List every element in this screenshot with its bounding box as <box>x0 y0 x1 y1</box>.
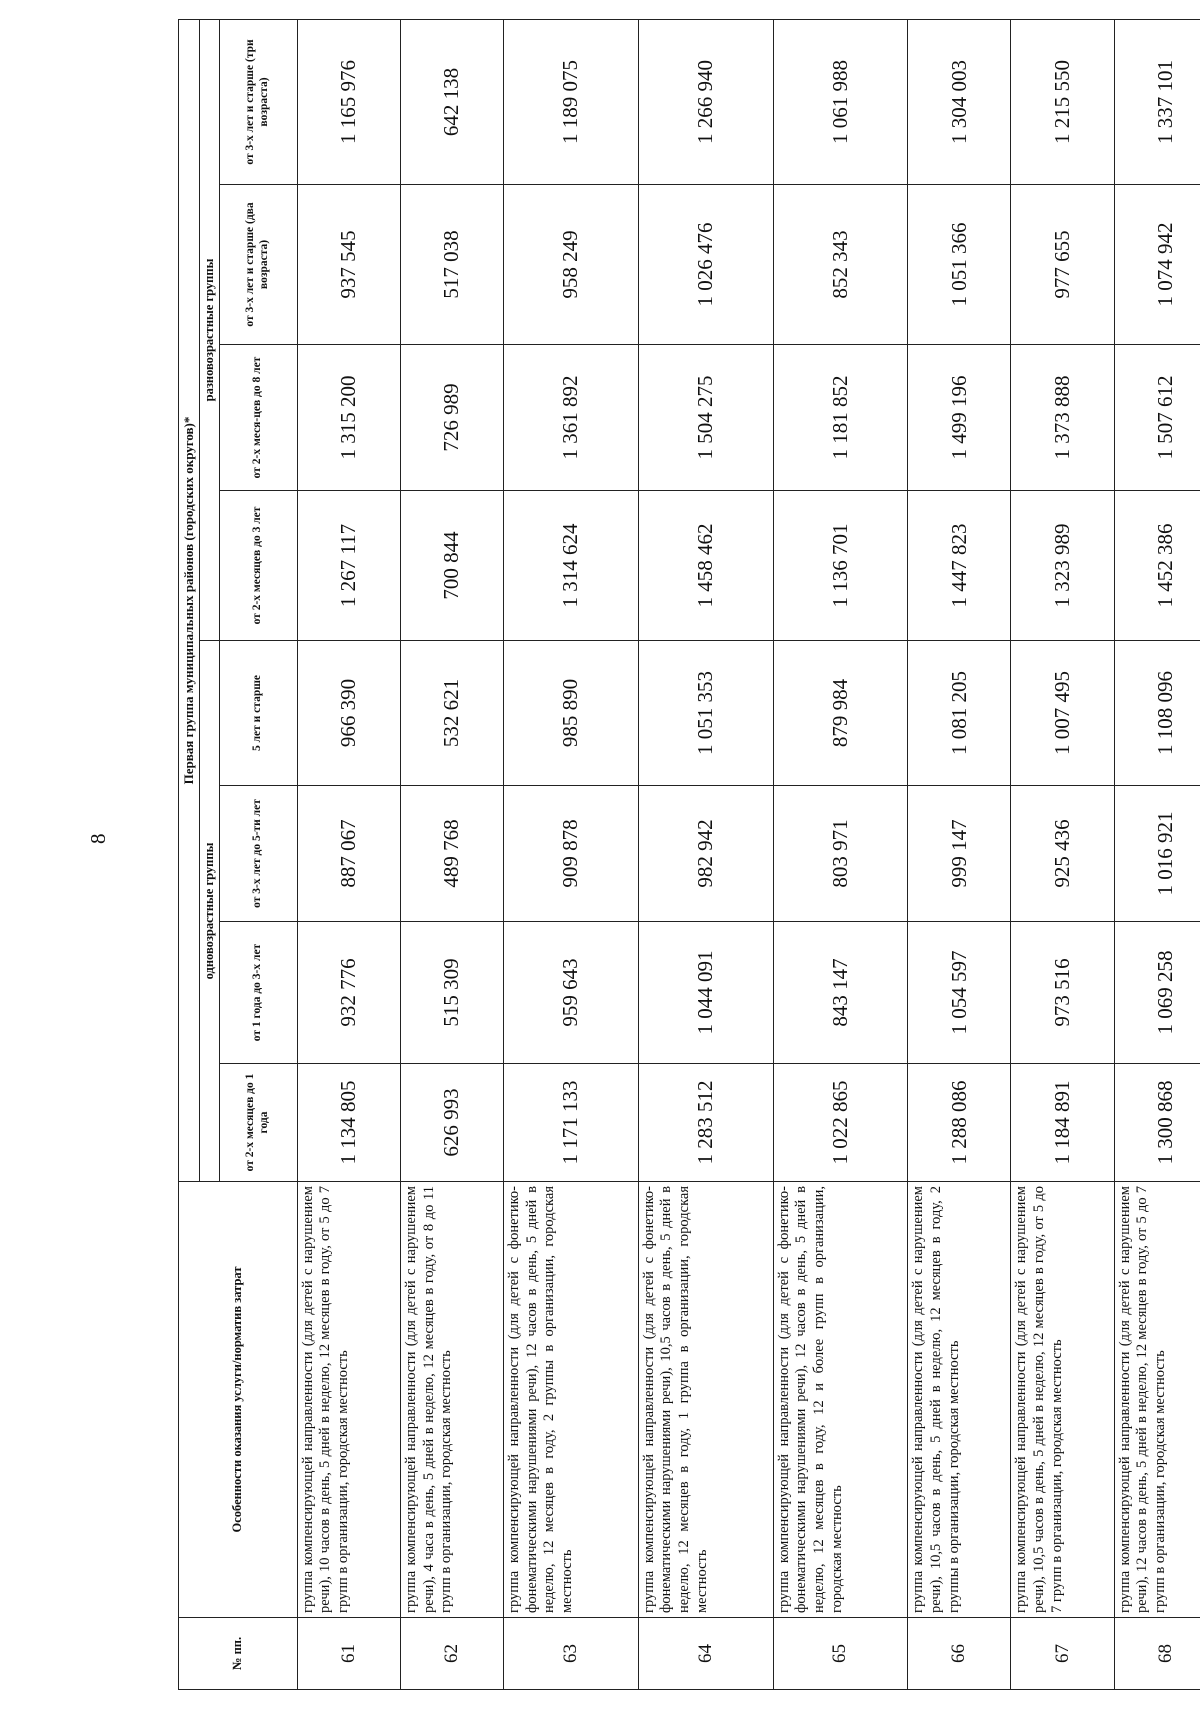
cost-value-cell: 1 051 353 <box>638 641 773 786</box>
table-row <box>504 20 639 1690</box>
cost-value-cell: 1 499 196 <box>908 345 1011 491</box>
table-row <box>908 20 1011 1690</box>
cost-norms-table <box>178 19 1200 1690</box>
cost-value-cell: 1 051 366 <box>908 185 1011 345</box>
header-col-4: 5 лет и старше <box>219 641 297 786</box>
cost-value-cell: 1 184 891 <box>1011 1064 1114 1182</box>
row-number: 67 <box>1011 1618 1114 1690</box>
cost-value-cell: 1 189 075 <box>504 20 639 185</box>
cost-value-cell: 958 249 <box>504 185 639 345</box>
cost-value-cell: 1 283 512 <box>638 1064 773 1182</box>
cost-value-cell: 1 507 612 <box>1114 345 1200 491</box>
header-col-1: от 2-х месяцев до 1 года <box>219 1064 297 1182</box>
header-col-3: от 3-х лет до 5-ти лет <box>219 786 297 922</box>
cost-value-cell: 982 942 <box>638 786 773 922</box>
header-col-2: от 1 года до 3-х лет <box>219 922 297 1064</box>
cost-value-cell: 1 016 921 <box>1114 786 1200 922</box>
table-row <box>638 20 773 1690</box>
cost-value-cell: 1 061 988 <box>773 20 908 185</box>
cost-value-cell: 843 147 <box>773 922 908 1064</box>
header-group: Первая группа муниципальных районов (городских округов)* <box>179 20 200 1182</box>
cost-value-cell: 1 136 701 <box>773 491 908 641</box>
cost-value-cell: 937 545 <box>297 185 400 345</box>
row-number: 66 <box>908 1618 1011 1690</box>
cost-value-cell: 642 138 <box>400 20 503 185</box>
row-number: 62 <box>400 1618 503 1690</box>
cost-value-cell: 726 989 <box>400 345 503 491</box>
cost-value-cell: 985 890 <box>504 641 639 786</box>
cost-value-cell: 489 768 <box>400 786 503 922</box>
cost-value-cell: 887 067 <box>297 786 400 922</box>
cost-value-cell: 1 300 868 <box>1114 1064 1200 1182</box>
cost-value-cell: 925 436 <box>1011 786 1114 922</box>
table-row <box>297 20 400 1690</box>
cost-value-cell: 1 181 852 <box>773 345 908 491</box>
cost-value-cell: 1 007 495 <box>1011 641 1114 786</box>
cost-value-cell: 1 304 003 <box>908 20 1011 185</box>
row-number: 64 <box>638 1618 773 1690</box>
cost-value-cell: 1 108 096 <box>1114 641 1200 786</box>
row-description: группа компенсирующей направленности (для детей с нарушением речи), 10 часов в день, 5 дней в неделю, 12 месяцев в году, от 5 до 7 групп в организации, городская местность <box>297 1182 400 1618</box>
table-row <box>773 20 908 1690</box>
cost-value-cell: 1 447 823 <box>908 491 1011 641</box>
cost-value-cell: 1 361 892 <box>504 345 639 491</box>
header-col-6: от 2-х меся-цев до 8 лет <box>219 345 297 491</box>
row-description: группа компенсирующей направленности (для детей с фонетико-фонематическими нарушениями речи), 12 часов в день, 5 дней в неделю, 12 месяцев в году, 12 и более групп в организации, городская местность <box>773 1182 908 1618</box>
row-number: 63 <box>504 1618 639 1690</box>
cost-value-cell: 1 054 597 <box>908 922 1011 1064</box>
cost-value-cell: 1 315 200 <box>297 345 400 491</box>
cost-value-cell: 1 069 258 <box>1114 922 1200 1064</box>
cost-value-cell: 932 776 <box>297 922 400 1064</box>
row-description: группа компенсирующей направленности (для детей с фонетико-фонематическими нарушениями речи), 10,5 часов в день, 5 дней в неделю, 12 месяцев в году, 1 группа в организации, городская местность <box>638 1182 773 1618</box>
row-number: 61 <box>297 1618 400 1690</box>
header-desc: Особенности оказания услуги/норматив затрат <box>179 1182 298 1618</box>
cost-value-cell: 1 134 805 <box>297 1064 400 1182</box>
cost-value-cell: 1 314 624 <box>504 491 639 641</box>
row-number: 68 <box>1114 1618 1200 1690</box>
cost-value-cell: 852 343 <box>773 185 908 345</box>
header-mixed-age: разновозрастные группы <box>199 20 219 641</box>
row-number: 65 <box>773 1618 908 1690</box>
cost-value-cell: 909 878 <box>504 786 639 922</box>
cost-value-cell: 1 044 091 <box>638 922 773 1064</box>
table-row <box>1011 20 1114 1690</box>
header-same-age: одновозрастные группы <box>199 641 219 1182</box>
row-description: группа компенсирующей направленности (для детей с нарушением речи), 10,5 часов в день, 5 дней в неделю, 12 месяцев в году, от 5 до 7 групп в организации, городская местность <box>1011 1182 1114 1618</box>
cost-value-cell: 515 309 <box>400 922 503 1064</box>
cost-value-cell: 1 022 865 <box>773 1064 908 1182</box>
header-col-5: от 2-х месяцев до 3 лет <box>219 491 297 641</box>
cost-value-cell: 1 026 476 <box>638 185 773 345</box>
cost-value-cell: 966 390 <box>297 641 400 786</box>
cost-value-cell: 1 266 940 <box>638 20 773 185</box>
page-number: 8 <box>86 833 110 844</box>
cost-value-cell: 1 171 133 <box>504 1064 639 1182</box>
row-description: группа компенсирующей направленности (для детей с нарушением речи), 10,5 часов в день, 5 дней в неделю, 12 месяцев в году, 2 группы в организации, городская местность <box>908 1182 1011 1618</box>
cost-value-cell: 1 504 275 <box>638 345 773 491</box>
table-body <box>297 20 1200 1690</box>
cost-value-cell: 879 984 <box>773 641 908 786</box>
cost-value-cell: 1 288 086 <box>908 1064 1011 1182</box>
header-num: № пп. <box>179 1618 298 1690</box>
table-header <box>179 20 298 1690</box>
cost-value-cell: 1 074 942 <box>1114 185 1200 345</box>
cost-value-cell: 1 452 386 <box>1114 491 1200 641</box>
cost-value-cell: 1 215 550 <box>1011 20 1114 185</box>
cost-value-cell: 1 323 989 <box>1011 491 1114 641</box>
cost-value-cell: 977 655 <box>1011 185 1114 345</box>
rotated-table-container <box>178 20 1200 1690</box>
cost-value-cell: 1 081 205 <box>908 641 1011 786</box>
row-description: группа компенсирующей направленности (для детей с нарушением речи), 12 часов в день, 5 дней в неделю, 12 месяцев в году, от 5 до 7 групп в организации, городская местность <box>1114 1182 1200 1618</box>
cost-value-cell: 532 621 <box>400 641 503 786</box>
cost-value-cell: 626 993 <box>400 1064 503 1182</box>
cost-value-cell: 1 373 888 <box>1011 345 1114 491</box>
table-row <box>400 20 503 1690</box>
cost-value-cell: 1 165 976 <box>297 20 400 185</box>
table-row <box>1114 20 1200 1690</box>
cost-value-cell: 803 971 <box>773 786 908 922</box>
cost-value-cell: 973 516 <box>1011 922 1114 1064</box>
header-col-8: от 3-х лет и старше (три возраста) <box>219 20 297 185</box>
cost-value-cell: 999 147 <box>908 786 1011 922</box>
row-description: группа компенсирующей направленности (для детей с нарушением речи), 4 часа в день, 5 дней в неделю, 12 месяцев в году, от 8 до 11 групп в организации, городская местность <box>400 1182 503 1618</box>
cost-value-cell: 517 038 <box>400 185 503 345</box>
header-col-7: от 3-х лет и старше (два возраста) <box>219 185 297 345</box>
cost-value-cell: 959 643 <box>504 922 639 1064</box>
cost-value-cell: 1 337 101 <box>1114 20 1200 185</box>
row-description: группа компенсирующей направленности (для детей с фонетико-фонематическими нарушениями речи), 12 часов в день, 5 дней в неделю, 12 месяцев в году, 2 группы в организации, городская местность <box>504 1182 639 1618</box>
cost-value-cell: 1 267 117 <box>297 491 400 641</box>
cost-value-cell: 700 844 <box>400 491 503 641</box>
cost-value-cell: 1 458 462 <box>638 491 773 641</box>
